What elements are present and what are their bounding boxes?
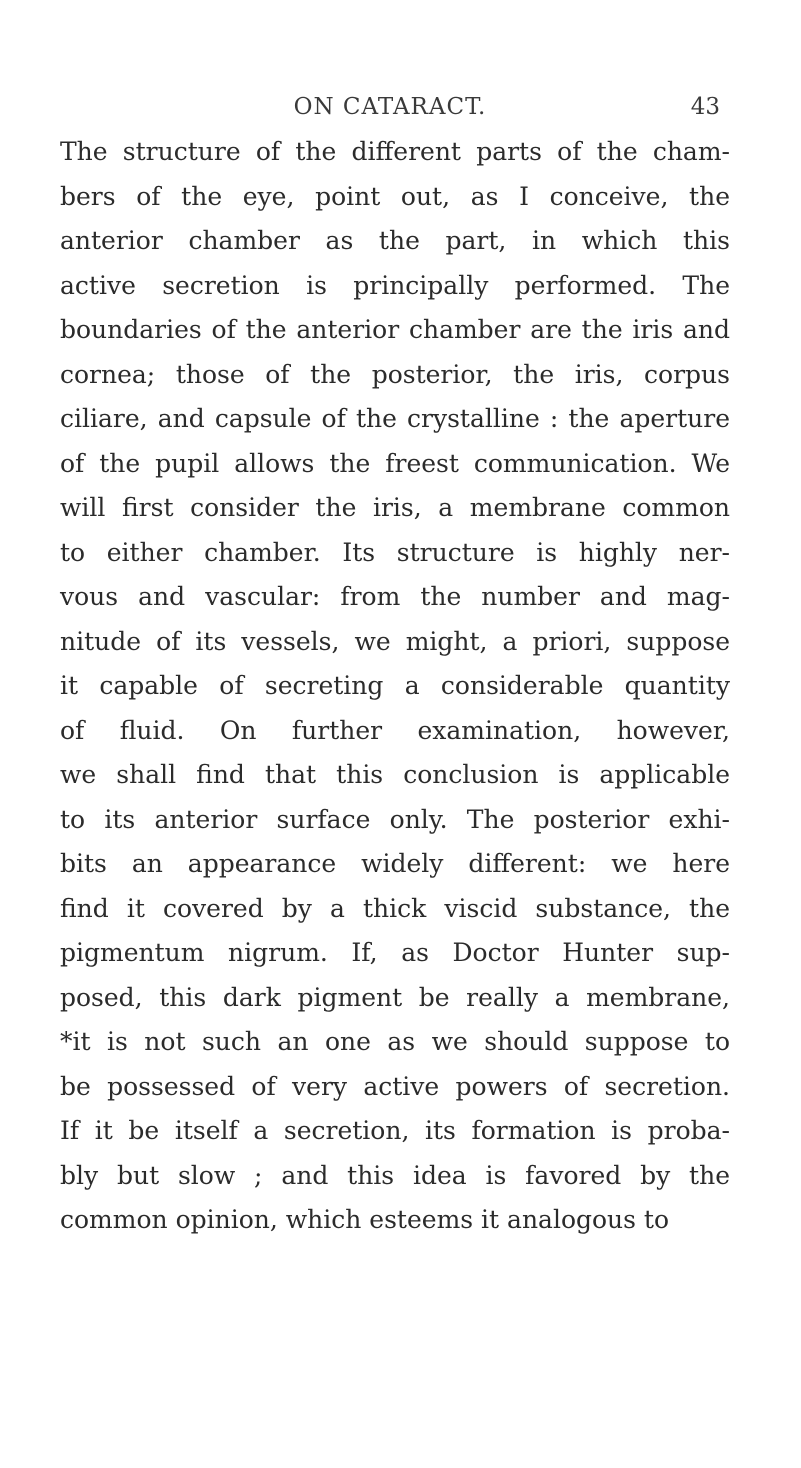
text-line: If it be itself a secretion, its formation is proba- <box>60 1116 730 1145</box>
text-line: *it is not such an one as we should suppose to <box>60 1027 730 1056</box>
text-line: posed, this dark pigment be really a membrane, <box>60 982 730 1012</box>
text-line: bly but slow ; and this idea is favored by the <box>60 1160 730 1190</box>
text-line: active secretion is principally performed. The <box>60 270 730 300</box>
text-line: to either chamber. Its structure is highly ner- <box>60 537 730 567</box>
text-line: bers of the eye, point out, as I conceive, the <box>60 181 730 211</box>
text-line: pigmentum nigrum. If, as Doctor Hunter sup- <box>60 938 730 967</box>
text-line: will first consider the iris, a membrane common <box>60 493 730 522</box>
text-line: boundaries of the anterior chamber are the iris and <box>60 315 730 344</box>
text-line: of fluid. On further examination, however, <box>60 715 730 745</box>
text-line: find it covered by a thick viscid substance, the <box>60 893 730 923</box>
text-line: we shall find that this conclusion is applicable <box>60 760 730 789</box>
text-line: ciliare, and capsule of the crystalline : the aperture <box>60 404 730 433</box>
text-line: be possessed of very active powers of secretion. <box>60 1071 730 1101</box>
text-line: nitude of its vessels, we might, a priori, suppose <box>60 626 730 656</box>
text-line: common opinion, which esteems it analogous to <box>60 1205 670 1234</box>
text-line: it capable of secreting a considerable quantity <box>60 671 730 700</box>
text-line: The structure of the different parts of the cham- <box>60 137 730 166</box>
text-line: of the pupil allows the freest communication. We <box>60 448 730 478</box>
page-number: 43 <box>690 94 720 120</box>
running-title: ON CATARACT. <box>293 94 487 120</box>
text-line: bits an appearance widely different: we here <box>60 849 730 878</box>
text-line: cornea; those of the posterior, the iris, corpus <box>60 359 730 389</box>
text-line: anterior chamber as the part, in which this <box>60 226 730 255</box>
text-line: vous and vascular: from the number and mag- <box>60 582 730 611</box>
body-text <box>60 130 730 1243</box>
running-head <box>60 90 720 130</box>
text-line: to its anterior surface only. The posterior exhi- <box>60 804 730 834</box>
